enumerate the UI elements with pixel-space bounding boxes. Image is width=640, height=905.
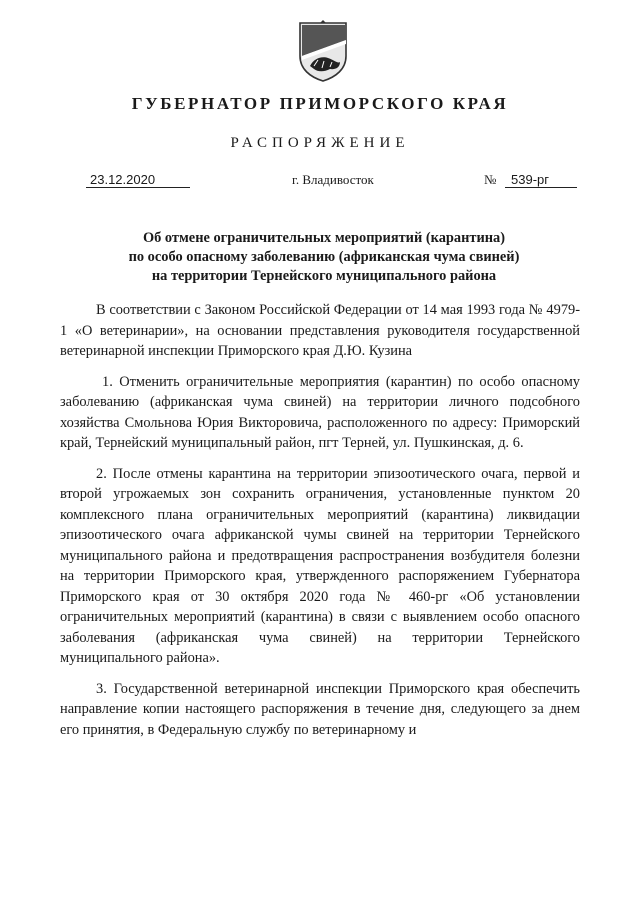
document-title — [60, 229, 588, 286]
preamble-paragraph: В соответствии с Законом Российской Федерации от 14 мая 1993 года № 4979-1 «О ветеринарии», на основании представления руководителя государственной ветеринарной инспекции Приморского края Д.Ю. Кузина — [60, 302, 580, 359]
item-2-paragraph: 2. После отмены карантина на территории эпизоотического очага, первой и второй угрожаемых зон сохранить ограничения, установленные пунктом 20 комплексного плана ограничительных мероприятий (карантина) ликвидации эпизоотического очага африканской чумы свиней на территории Тернейского муниципального района и предотвращения распространения возбудителя болезни на территории Приморского края, утвержденного распоряжением Губернатора Приморского края от 30 октября 2020 года № 460-рг «Об установлении ограничительных мероприятий (карантина) в связи с выявлением особо опасного заболевания (африканская чума свиней) на территории Тернейского муниципального района». — [60, 465, 580, 666]
document-city: г. Владивосток — [292, 172, 374, 187]
date-underline — [86, 187, 190, 188]
document-type: РАСПОРЯЖЕНИЕ — [230, 135, 410, 151]
number-underline — [505, 187, 577, 188]
issuing-authority: ГУБЕРНАТОР ПРИМОРСКОГО КРАЯ — [131, 94, 509, 113]
document-body — [60, 300, 580, 750]
document-date: 23.12.2020 — [90, 172, 156, 187]
title-line-1: Об отмене ограничительных мероприятий (карантина) — [142, 230, 506, 246]
item-1-paragraph: 1. Отменить ограничительные мероприятия (карантин) по особо опасному заболеванию (африканская чума свиней) на территории личного подсобного хозяйства Смольнова Юрия Викторовича, расположенного по адресу: Приморский край, Тернейский муниципальный район, пгт Терней, ул. Пушкинская, д. 6. — [60, 373, 580, 451]
title-line-2: по особо опасному заболеванию (африканская чума свиней) — [128, 249, 520, 265]
document-number: 539-рг — [511, 172, 549, 187]
primorsky-krai-coat-of-arms-icon — [296, 20, 350, 82]
title-line-3: на территории Тернейского муниципального района — [151, 268, 497, 284]
number-label: № — [484, 172, 497, 187]
item-3-paragraph: 3. Государственной ветеринарной инспекции Приморского края обеспечить направление копии настоящего распоряжения в течение дня, следующего за днем его принятия, в Федеральную службу по ветеринарному и — [60, 680, 580, 738]
